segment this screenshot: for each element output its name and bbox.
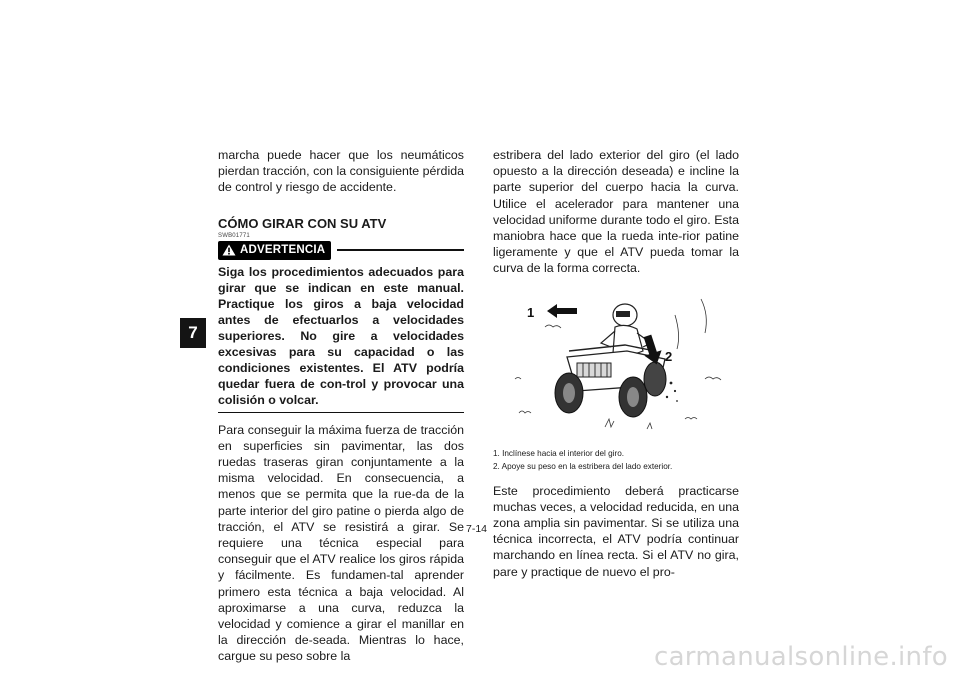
intro-paragraph: estribera del lado exterior del giro (el lado opuesto a la dirección deseada) e incline la parte superior del cuerpo hacia la curva. Utilice el acelerador para mantener una velocidad uniforme durante todo el giro. Esta maniobra hace que la rueda inte-rior patine ligeramente y que el ATV pueda tomar la curva de la forma correcta. [493, 148, 739, 276]
atv-rider-drawing [505, 291, 735, 441]
warning-badge [218, 241, 331, 260]
warning-header [218, 241, 464, 260]
atv-turning-illustration [505, 291, 735, 441]
warning-label: ADVERTENCIA [240, 244, 326, 257]
closing-paragraph: Este procedimiento deberá practicarse muchas veces, a velocidad reducida, en una zona amplia sin pavimentar. Si se utiliza una técnica incorrecta, el ATV podría continuar marchando en línea recta. Si el ATV no gira, pare y practique de nuevo el pro- [493, 483, 739, 579]
warning-text: Siga los procedimientos adecuados para girar que se indican en este manual. Practique los giros a baja velocidad antes de efectuarlos a velocidades superiores. No gire a velocidades excesivas para su capacidad o las condiciones existentes. El ATV podría quedar fuera de con-trol y provocar una colisión o volcar. [218, 264, 464, 413]
page-number: 7-14 [466, 523, 488, 535]
chapter-tab: 7 [180, 318, 206, 348]
callout-2: 2 [665, 348, 673, 364]
watermark[interactable]: carmanualsonline.info [653, 642, 948, 672]
code-reference: SWB01771 [218, 232, 250, 239]
intro-paragraph: marcha puede hacer que los neumáticos pierdan tracción, con la consiguiente pérdida de control y riesgo de accidente. [218, 148, 464, 195]
warning-rule [337, 249, 464, 251]
caption-item: 1. Inclínese hacia el interior del giro. [493, 448, 625, 458]
left-column [218, 147, 464, 665]
body-paragraph: Para conseguir la máxima fuerza de tracción en superficies sin pavimentar, las dos ruedas traseras giran conjuntamente a la misma velocidad. En consecuencia, a menos que se permita que la rue-da de la parte interior del giro patine o pierda algo de tracción, el ATV se resistirá a girar. Se requiere una técnica especial para conseguir que el ATV realice los giros rápida y fácilmente. Es fundamen-tal aprender primero esta técnica a baja velocidad. Al aproximarse a una curva, reduzca la velocidad y comience a girar el manillar en la dirección de-seada. Mientras lo hace, cargue su peso sobre la [218, 422, 464, 664]
right-column [493, 147, 739, 580]
arrow-left-icon [547, 304, 577, 318]
caption-item: 2. Apoye su peso en la estribera del lado exterior. [493, 461, 673, 471]
section-heading: CÓMO GIRAR CON SU ATV [218, 215, 387, 231]
warning-triangle-icon [222, 244, 236, 256]
illustration-captions [493, 447, 739, 473]
callout-1: 1 [527, 304, 535, 320]
